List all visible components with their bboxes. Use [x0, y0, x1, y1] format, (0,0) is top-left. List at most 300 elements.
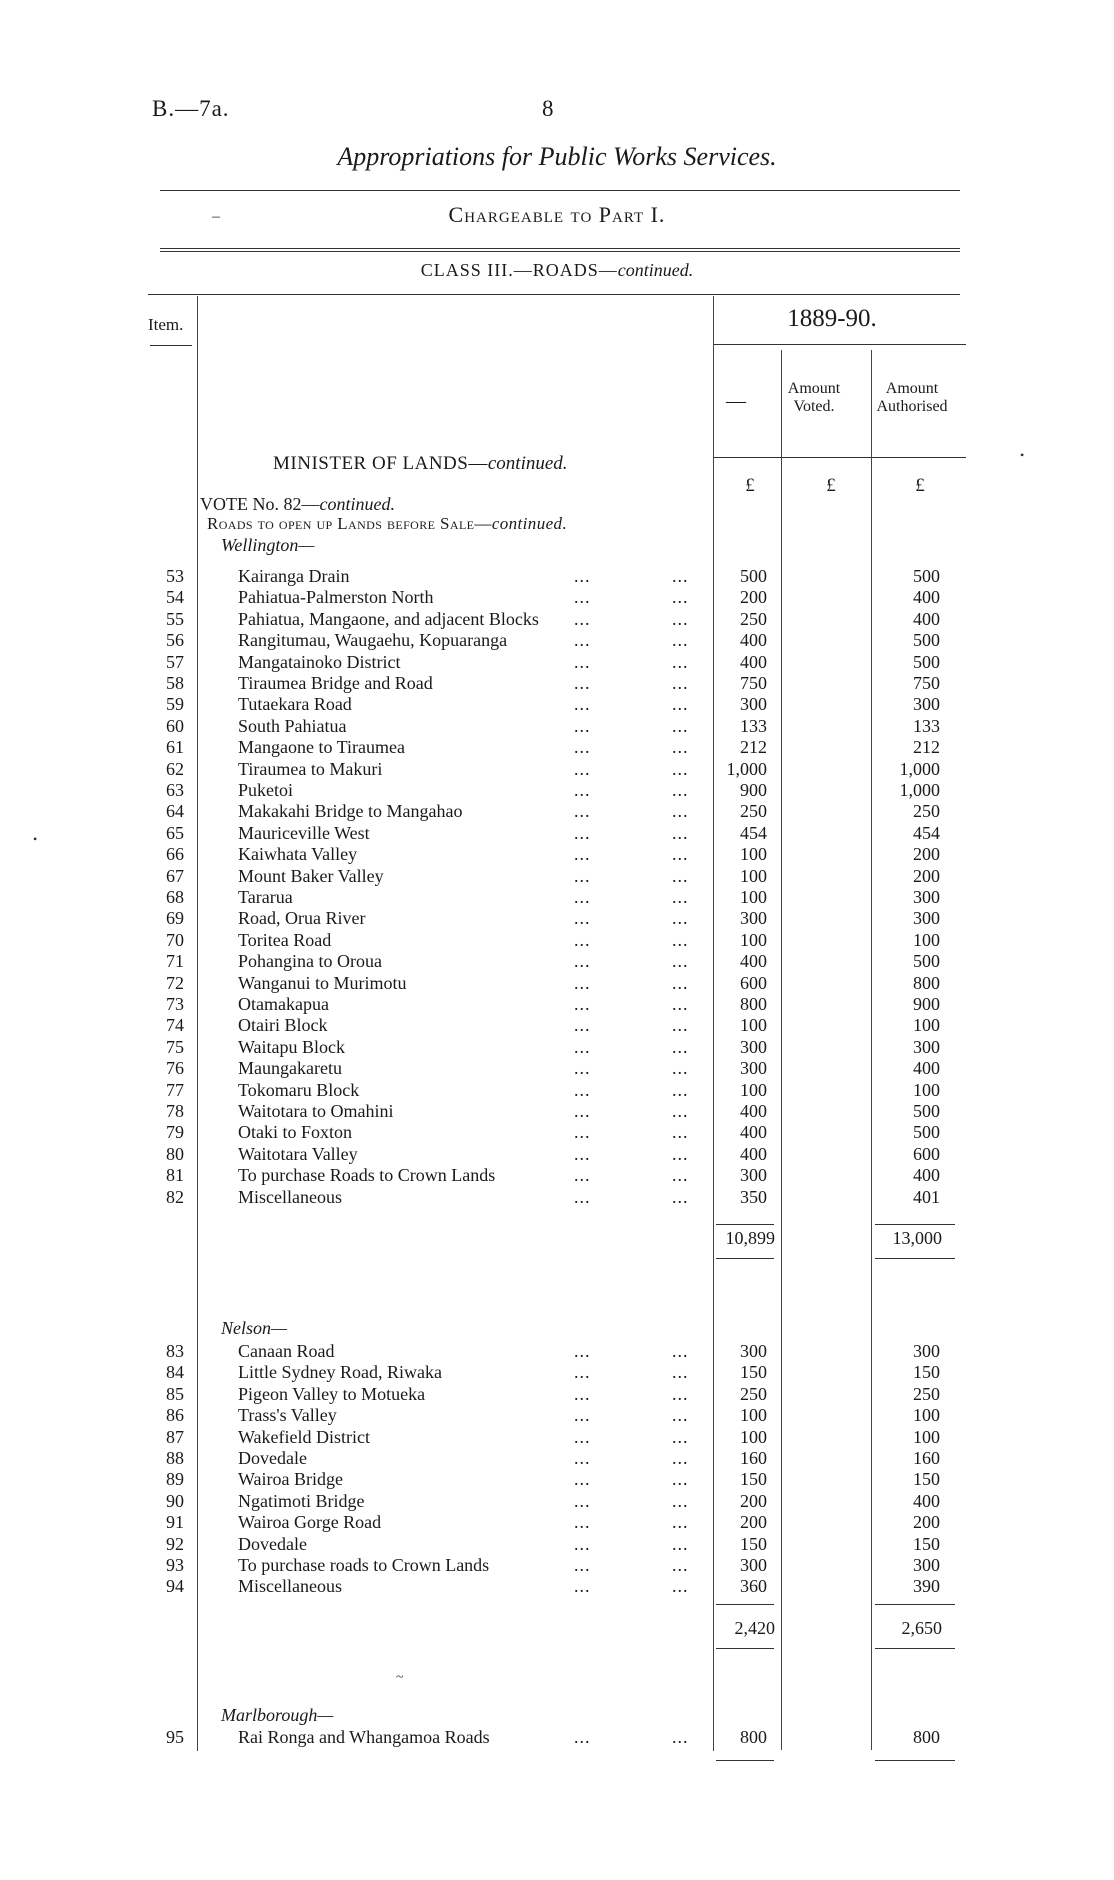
item-number: 68 — [166, 887, 184, 907]
amount-value: 360 — [740, 1576, 767, 1597]
table-row — [0, 844, 1114, 865]
item-number: 54 — [166, 587, 184, 608]
authorised-value: 300 — [913, 908, 940, 929]
table-row — [0, 1469, 1114, 1490]
currency-voted: £ — [826, 475, 836, 496]
road-name: South Pahiatua — [238, 715, 347, 736]
table-row — [0, 1037, 1114, 1058]
leader-dots: ... — [672, 801, 689, 822]
leader-dots: ... — [574, 801, 591, 822]
table-row — [0, 759, 1114, 780]
authorised-value: 454 — [913, 822, 940, 843]
amount-value: 100 — [740, 1405, 767, 1426]
table-row — [0, 630, 1114, 651]
leader-dots: ... — [574, 780, 591, 800]
leader-dots: ... — [672, 673, 689, 693]
road-name: Dovedale — [238, 1533, 307, 1554]
authorised-value: 500 — [913, 566, 940, 586]
table-row — [0, 673, 1114, 694]
leader-dots: ... — [672, 1727, 689, 1747]
leader-dots: ... — [574, 1122, 591, 1143]
leader-dots: ... — [672, 1448, 689, 1468]
amount-value: 500 — [740, 566, 767, 586]
authorised-value: 100 — [913, 1426, 940, 1447]
authorised-value: 300 — [913, 1036, 940, 1057]
amount-value: 100 — [740, 887, 767, 907]
item-number: 62 — [166, 758, 184, 779]
table-row — [0, 780, 1114, 801]
leader-dots: ... — [574, 1533, 591, 1554]
authorised-value: 100 — [913, 929, 940, 950]
table-row — [0, 1727, 1114, 1748]
leader-dots: ... — [574, 1512, 591, 1533]
table-row — [0, 994, 1114, 1015]
leader-dots: ... — [672, 1058, 689, 1079]
leader-dots: ... — [672, 587, 689, 608]
stray-mark: ~ — [396, 1670, 404, 1685]
amount-value: 1,000 — [726, 758, 767, 779]
amount-value: 300 — [740, 1165, 767, 1186]
item-number: 83 — [166, 1341, 184, 1361]
table-row — [0, 1015, 1114, 1036]
year-heading: 1889-90. — [787, 305, 877, 332]
item-number: 66 — [166, 844, 184, 865]
road-name: Waitapu Block — [238, 1036, 346, 1057]
margin-mark: • — [33, 832, 38, 846]
authorised-value: 400 — [913, 1058, 940, 1079]
table-row — [0, 1122, 1114, 1143]
minister-heading: MINISTER OF LANDS—continued. — [273, 453, 568, 474]
leader-dots: ... — [574, 844, 591, 865]
leader-dots: ... — [672, 1405, 689, 1426]
amount-value: 900 — [740, 780, 767, 800]
leader-dots: ... — [574, 1165, 591, 1186]
authorised-value: 150 — [913, 1362, 940, 1383]
road-name: Mangaone to Tiraumea — [238, 737, 405, 758]
chargeable-heading: Chargeable to Part I. — [448, 202, 666, 227]
authorised-value: 1,000 — [899, 780, 940, 800]
table-row — [0, 737, 1114, 758]
authorised-value: 200 — [913, 844, 940, 865]
road-name: Mount Baker Valley — [238, 865, 384, 886]
leader-dots: ... — [574, 1490, 591, 1511]
nelson-total-underline-auth — [875, 1648, 955, 1649]
leader-dots: ... — [574, 1079, 591, 1100]
amount-column-header: — — [726, 390, 746, 412]
leader-dots: ... — [672, 651, 689, 672]
leader-dots: ... — [672, 1079, 689, 1100]
leader-dots: ... — [574, 587, 591, 608]
amount-value: 600 — [740, 972, 767, 993]
item-number: 79 — [166, 1122, 184, 1143]
authorised-value: 500 — [913, 651, 940, 672]
amount-value: 150 — [740, 1469, 767, 1490]
leader-dots: ... — [672, 715, 689, 736]
item-header-rule — [150, 345, 192, 346]
item-number: 73 — [166, 994, 184, 1014]
amount-value: 100 — [740, 1426, 767, 1447]
table-row — [0, 1341, 1114, 1362]
amount-value: 300 — [740, 1555, 767, 1575]
leader-dots: ... — [574, 1341, 591, 1361]
leader-dots: ... — [672, 865, 689, 886]
table-row — [0, 1080, 1114, 1101]
amount-value: 150 — [740, 1362, 767, 1383]
wellington-total-underline — [716, 1258, 774, 1259]
table-row — [0, 1534, 1114, 1555]
table-row — [0, 587, 1114, 608]
page-title: Appropriations for Public Works Services. — [337, 142, 777, 171]
road-name: Miscellaneous — [238, 1576, 342, 1597]
item-number: 61 — [166, 737, 184, 758]
leader-dots: ... — [672, 780, 689, 800]
leader-dots: ... — [574, 865, 591, 886]
wellington-total-authorised: 13,000 — [892, 1228, 942, 1248]
item-number: 64 — [166, 801, 184, 822]
item-number: 55 — [166, 608, 184, 629]
amount-value: 300 — [740, 1036, 767, 1057]
item-number: 72 — [166, 972, 184, 993]
amount-value: 350 — [740, 1186, 767, 1207]
authorised-value: 160 — [913, 1448, 940, 1468]
marlborough-heading: Marlborough— — [221, 1705, 334, 1725]
item-number: 60 — [166, 715, 184, 736]
amount-value: 250 — [740, 608, 767, 629]
authorised-value: 300 — [913, 1555, 940, 1575]
table-row — [0, 801, 1114, 822]
road-name: Rai Ronga and Whangamoa Roads — [238, 1727, 490, 1747]
table-row — [0, 694, 1114, 715]
authorised-value: 400 — [913, 608, 940, 629]
roads-heading: Roads to open up Lands before Sale—continued. — [207, 514, 568, 533]
road-name: Waitotara to Omahini — [238, 1101, 394, 1121]
table-row — [0, 887, 1114, 908]
road-name: Little Sydney Road, Riwaka — [238, 1362, 442, 1383]
leader-dots: ... — [672, 887, 689, 907]
amount-value: 250 — [740, 1383, 767, 1404]
item-number: 67 — [166, 865, 184, 886]
amount-value: 160 — [740, 1448, 767, 1468]
amount-value: 100 — [740, 1015, 767, 1036]
amount-value: 400 — [740, 1122, 767, 1143]
leader-dots: ... — [574, 1576, 591, 1597]
leader-dots: ... — [574, 1727, 591, 1747]
item-number: 56 — [166, 630, 184, 651]
nelson-heading: Nelson— — [221, 1318, 288, 1338]
item-column-header: Item. — [148, 315, 184, 334]
leader-dots: ... — [574, 694, 591, 715]
road-name: Trass's Valley — [238, 1405, 337, 1426]
margin-mark: • — [1020, 448, 1025, 462]
amount-value: 400 — [740, 1143, 767, 1164]
road-name: Pahiatua, Mangaone, and adjacent Blocks — [238, 608, 539, 629]
item-number: 63 — [166, 780, 184, 800]
vote-heading: VOTE No. 82—continued. — [200, 494, 395, 514]
leader-dots: ... — [672, 1143, 689, 1164]
amount-value: 400 — [740, 1101, 767, 1121]
leader-dots: ... — [574, 1101, 591, 1121]
leader-dots: ... — [574, 929, 591, 950]
leader-dots: ... — [672, 1426, 689, 1447]
amount-value: 100 — [740, 929, 767, 950]
authorised-value: 500 — [913, 1101, 940, 1121]
item-number: 71 — [166, 951, 184, 972]
authorised-value: 150 — [913, 1533, 940, 1554]
authorised-value: 500 — [913, 951, 940, 972]
leader-dots: ... — [672, 1036, 689, 1057]
leader-dots: ... — [672, 844, 689, 865]
road-name: Pahiatua-Palmerston North — [238, 587, 434, 608]
item-number: 94 — [166, 1576, 184, 1597]
amount-value: 300 — [740, 1058, 767, 1079]
authorised-value: 300 — [913, 1341, 940, 1361]
item-number: 58 — [166, 673, 184, 693]
leader-dots: ... — [672, 822, 689, 843]
amount-value: 800 — [740, 994, 767, 1014]
leader-dots: ... — [672, 1186, 689, 1207]
wellington-total-rule — [716, 1224, 774, 1225]
item-number: 80 — [166, 1143, 184, 1164]
road-name: Wairoa Bridge — [238, 1469, 344, 1490]
authorised-value: 900 — [913, 994, 940, 1014]
leader-dots: ... — [574, 1405, 591, 1426]
leader-dots: ... — [672, 1101, 689, 1121]
road-name: Ngatimoti Bridge — [238, 1490, 365, 1511]
leader-dots: ... — [672, 1341, 689, 1361]
item-number: 86 — [166, 1405, 184, 1426]
leader-dots: ... — [574, 630, 591, 651]
road-name: Waitotara Valley — [238, 1143, 358, 1164]
leader-dots: ... — [672, 972, 689, 993]
nelson-total-authorised: 2,650 — [901, 1618, 942, 1638]
amount-value: 200 — [740, 1512, 767, 1533]
item-number: 91 — [166, 1512, 184, 1533]
leader-dots: ... — [574, 1362, 591, 1383]
stray-mark: ‒ — [212, 208, 220, 225]
leader-dots: ... — [574, 651, 591, 672]
leader-dots: ... — [672, 1015, 689, 1036]
nelson-total-rule — [716, 1604, 774, 1605]
road-name: Tiraumea Bridge and Road — [238, 673, 433, 693]
wellington-total-rule-auth — [875, 1224, 955, 1225]
item-number: 57 — [166, 651, 184, 672]
amount-value: 750 — [740, 673, 767, 693]
amount-value: 150 — [740, 1533, 767, 1554]
amount-value: 300 — [740, 694, 767, 715]
road-name: Tiraumea to Makuri — [238, 758, 383, 779]
item-number: 93 — [166, 1555, 184, 1575]
road-name: To purchase Roads to Crown Lands — [238, 1165, 496, 1186]
amount-value: 300 — [740, 908, 767, 929]
item-number: 85 — [166, 1383, 184, 1404]
voted-column-header: Amount Voted. — [787, 380, 841, 415]
leader-dots: ... — [574, 972, 591, 993]
leader-dots: ... — [672, 737, 689, 758]
road-name: Canaan Road — [238, 1341, 335, 1361]
authorised-value: 250 — [913, 1383, 940, 1404]
amount-value: 400 — [740, 651, 767, 672]
leader-dots: ... — [574, 758, 591, 779]
authorised-value: 800 — [913, 972, 940, 993]
table-row — [0, 1058, 1114, 1079]
amount-value: 200 — [740, 587, 767, 608]
leader-dots: ... — [672, 994, 689, 1014]
item-number: 95 — [166, 1727, 184, 1747]
wellington-heading: Wellington— — [221, 535, 315, 555]
leader-dots: ... — [574, 715, 591, 736]
rule-chargeable-double — [160, 251, 960, 252]
leader-dots: ... — [574, 1058, 591, 1079]
rule-chargeable — [160, 248, 960, 249]
road-name: Kaiwhata Valley — [238, 844, 358, 865]
currency-authorised: £ — [915, 475, 925, 496]
authorised-value: 400 — [913, 587, 940, 608]
item-number: 89 — [166, 1469, 184, 1490]
leader-dots: ... — [672, 758, 689, 779]
document-reference: B.—7a. — [152, 96, 230, 121]
page-number: 8 — [542, 96, 554, 121]
authorised-value: 150 — [913, 1469, 940, 1490]
amount-value: 200 — [740, 1490, 767, 1511]
road-name: Wakefield District — [238, 1426, 371, 1447]
item-number: 81 — [166, 1165, 184, 1186]
leader-dots: ... — [574, 608, 591, 629]
authorised-value: 200 — [913, 1512, 940, 1533]
authorised-value: 400 — [913, 1165, 940, 1186]
table-row — [0, 566, 1114, 587]
authorised-value: 750 — [913, 673, 940, 693]
table-row — [0, 1512, 1114, 1533]
road-name: Tararua — [238, 887, 293, 907]
nelson-total-underline — [716, 1648, 774, 1649]
authorised-value: 800 — [913, 1727, 940, 1747]
item-number: 88 — [166, 1448, 184, 1468]
authorised-value: 390 — [913, 1576, 940, 1597]
amount-value: 250 — [740, 801, 767, 822]
table-row — [0, 951, 1114, 972]
item-number: 90 — [166, 1490, 184, 1511]
road-name: Otaki to Foxton — [238, 1122, 353, 1143]
leader-dots: ... — [574, 673, 591, 693]
authorised-value: 500 — [913, 630, 940, 651]
amount-value: 100 — [740, 865, 767, 886]
table-row — [0, 1101, 1114, 1122]
item-number: 78 — [166, 1101, 184, 1121]
leader-dots: ... — [672, 1362, 689, 1383]
authorised-value: 401 — [913, 1186, 940, 1207]
table-row — [0, 1555, 1114, 1576]
leader-dots: ... — [574, 994, 591, 1014]
leader-dots: ... — [672, 1469, 689, 1490]
road-name: Road, Orua River — [238, 908, 366, 929]
authorised-value: 500 — [913, 1122, 940, 1143]
table-row — [0, 1165, 1114, 1186]
item-number: 75 — [166, 1036, 184, 1057]
leader-dots: ... — [574, 1426, 591, 1447]
road-name: Toritea Road — [238, 929, 332, 950]
table-row — [0, 1427, 1114, 1448]
table-row — [0, 973, 1114, 994]
leader-dots: ... — [574, 822, 591, 843]
leader-dots: ... — [672, 1490, 689, 1511]
amount-value: 100 — [740, 1079, 767, 1100]
item-number: 92 — [166, 1533, 184, 1554]
road-name: Mangatainoko District — [238, 651, 401, 672]
leader-dots: ... — [672, 694, 689, 715]
item-number: 87 — [166, 1426, 184, 1447]
leader-dots: ... — [574, 1383, 591, 1404]
leader-dots: ... — [672, 1512, 689, 1533]
authorised-value: 100 — [913, 1405, 940, 1426]
table-row — [0, 1448, 1114, 1469]
year-rule — [714, 344, 966, 345]
authorised-value: 600 — [913, 1143, 940, 1164]
currency-amount: £ — [745, 475, 755, 496]
amount-value: 100 — [740, 844, 767, 865]
table-row — [0, 1187, 1114, 1208]
authorised-value: 250 — [913, 801, 940, 822]
item-number: 76 — [166, 1058, 184, 1079]
leader-dots: ... — [672, 908, 689, 929]
authorised-value: 300 — [913, 887, 940, 907]
marlborough-total-rule — [716, 1760, 774, 1761]
table-row — [0, 866, 1114, 887]
header-bottom-rule — [714, 457, 966, 458]
rule-class — [148, 294, 960, 295]
table-row — [0, 823, 1114, 844]
leader-dots: ... — [574, 887, 591, 907]
road-name: Otairi Block — [238, 1015, 328, 1036]
table-row — [0, 1576, 1114, 1597]
road-name: Tutaekara Road — [238, 694, 352, 715]
leader-dots: ... — [672, 1555, 689, 1575]
leader-dots: ... — [672, 630, 689, 651]
road-name: Makakahi Bridge to Mangahao — [238, 801, 463, 822]
table-row — [0, 930, 1114, 951]
table-row — [0, 908, 1114, 929]
table-row — [0, 716, 1114, 737]
road-name: Otamakapua — [238, 994, 329, 1014]
amount-value: 800 — [740, 1727, 767, 1747]
authorised-value: 300 — [913, 694, 940, 715]
marlborough-total-rule-auth — [875, 1760, 955, 1761]
leader-dots: ... — [672, 951, 689, 972]
table-row — [0, 1362, 1114, 1383]
amount-value: 300 — [740, 1341, 767, 1361]
authorised-column-header: Amount Authorised — [876, 380, 948, 415]
leader-dots: ... — [672, 1533, 689, 1554]
wellington-total-amount: 10,899 — [725, 1228, 775, 1248]
leader-dots: ... — [574, 1186, 591, 1207]
item-number: 74 — [166, 1015, 184, 1036]
leader-dots: ... — [574, 1143, 591, 1164]
table-row — [0, 1405, 1114, 1426]
amount-value: 133 — [740, 715, 767, 736]
leader-dots: ... — [672, 1383, 689, 1404]
leader-dots: ... — [574, 566, 591, 586]
road-name: Miscellaneous — [238, 1186, 342, 1207]
road-name: Pigeon Valley to Motueka — [238, 1383, 426, 1404]
table-row — [0, 1144, 1114, 1165]
amount-value: 212 — [740, 737, 767, 758]
item-number: 65 — [166, 822, 184, 843]
authorised-value: 400 — [913, 1490, 940, 1511]
leader-dots: ... — [672, 1122, 689, 1143]
leader-dots: ... — [672, 929, 689, 950]
leader-dots: ... — [574, 1469, 591, 1490]
authorised-value: 100 — [913, 1079, 940, 1100]
amount-value: 400 — [740, 630, 767, 651]
